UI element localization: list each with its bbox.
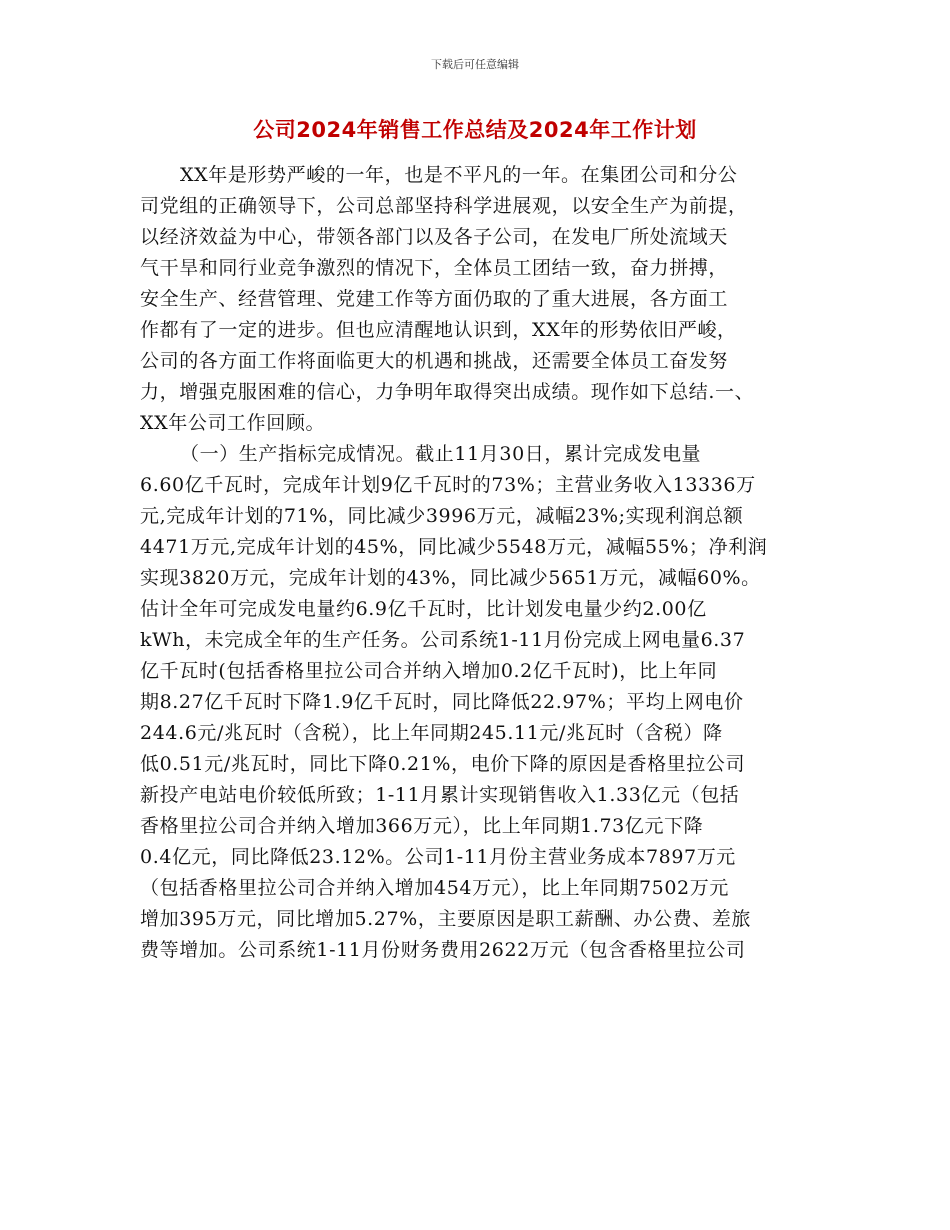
body-text-line: 元,完成年计划的71%，同比减少3996万元，减幅23%;实现利润总额 <box>140 505 744 527</box>
body-text-line: 费等增加。公司系统1-11月份财务费用2622万元（包含香格里拉公司 <box>140 939 746 961</box>
body-text-line: 6.60亿千瓦时，完成年计划9亿千瓦时的73%；主营业务收入13336万 <box>140 474 756 496</box>
body-text-line: 公司的各方面工作将面临更大的机遇和挑战，还需要全体员工奋发努 <box>140 350 729 372</box>
body-text-line: 力，增强克服困难的信心，力争明年取得突出成绩。现作如下总结.一、 <box>140 381 755 403</box>
body-text-line: （包括香格里拉公司合并纳入增加454万元），比上年同期7502万元 <box>140 877 729 899</box>
body-text-line: 估计全年可完成发电量约6.9亿千瓦时，比计划发电量少约2.00亿 <box>140 598 707 620</box>
body-text-line: 新投产电站电价较低所致；1-11月累计实现销售收入1.33亿元（包括 <box>140 784 740 806</box>
body-text-line: 安全生产、经营管理、党建工作等方面仍取的了重大进展，各方面工 <box>140 288 729 310</box>
body-text-line: XX年是形势严峻的一年，也是不平凡的一年。在集团公司和分公 <box>180 164 738 186</box>
document-body <box>140 160 820 966</box>
body-text-line: 实现3820万元，完成年计划的43%，同比减少5651万元，减幅60%。 <box>140 567 761 589</box>
body-text-line: 司党组的正确领导下，公司总部坚持科学进展观，以安全生产为前提， <box>140 195 748 217</box>
page-header-note: 下载后可任意编辑 <box>431 58 519 71</box>
body-text-line: XX年公司工作回顾。 <box>140 412 326 434</box>
body-text-line: 0.4亿元，同比降低23.12%。公司1-11月份主营业务成本7897万元 <box>140 846 736 868</box>
body-text-line: 4471万元,完成年计划的45%，同比减少5548万元，减幅55%；净利润 <box>140 536 768 558</box>
body-text-line: 亿千瓦时(包括香格里拉公司合并纳入增加0.2亿千瓦时)，比上年同 <box>140 660 718 682</box>
body-text-line: （一）生产指标完成情况。截止11月30日，累计完成发电量 <box>180 443 702 465</box>
body-text-line: 以经济效益为中心，带领各部门以及各子公司，在发电厂所处流域天 <box>140 226 729 248</box>
document-title: 公司2024年销售工作总结及2024年工作计划 <box>253 118 697 142</box>
body-text-line: 244.6元/兆瓦时（含税），比上年同期245.11元/兆瓦时（含税）降 <box>140 722 723 744</box>
body-text-line: 低0.51元/兆瓦时，同比下降0.21%，电价下降的原因是香格里拉公司 <box>140 753 746 775</box>
body-text-line: 作都有了一定的进步。但也应清醒地认识到，XX年的形势依旧严峻， <box>140 319 737 341</box>
body-text-line: kWh，未完成全年的生产任务。公司系统1-11月份完成上网电量6.37 <box>140 629 746 651</box>
body-text-line: 期8.27亿千瓦时下降1.9亿千瓦时，同比降低22.97%；平均上网电价 <box>140 691 744 713</box>
body-text-line: 香格里拉公司合并纳入增加366万元），比上年同期1.73亿元下降 <box>140 815 704 837</box>
body-text-line: 增加395万元，同比增加5.27%，主要原因是职工薪酬、办公费、差旅 <box>140 908 752 930</box>
body-text-line: 气干旱和同行业竞争激烈的情况下，全体员工团结一致，奋力拼搏， <box>140 257 729 279</box>
